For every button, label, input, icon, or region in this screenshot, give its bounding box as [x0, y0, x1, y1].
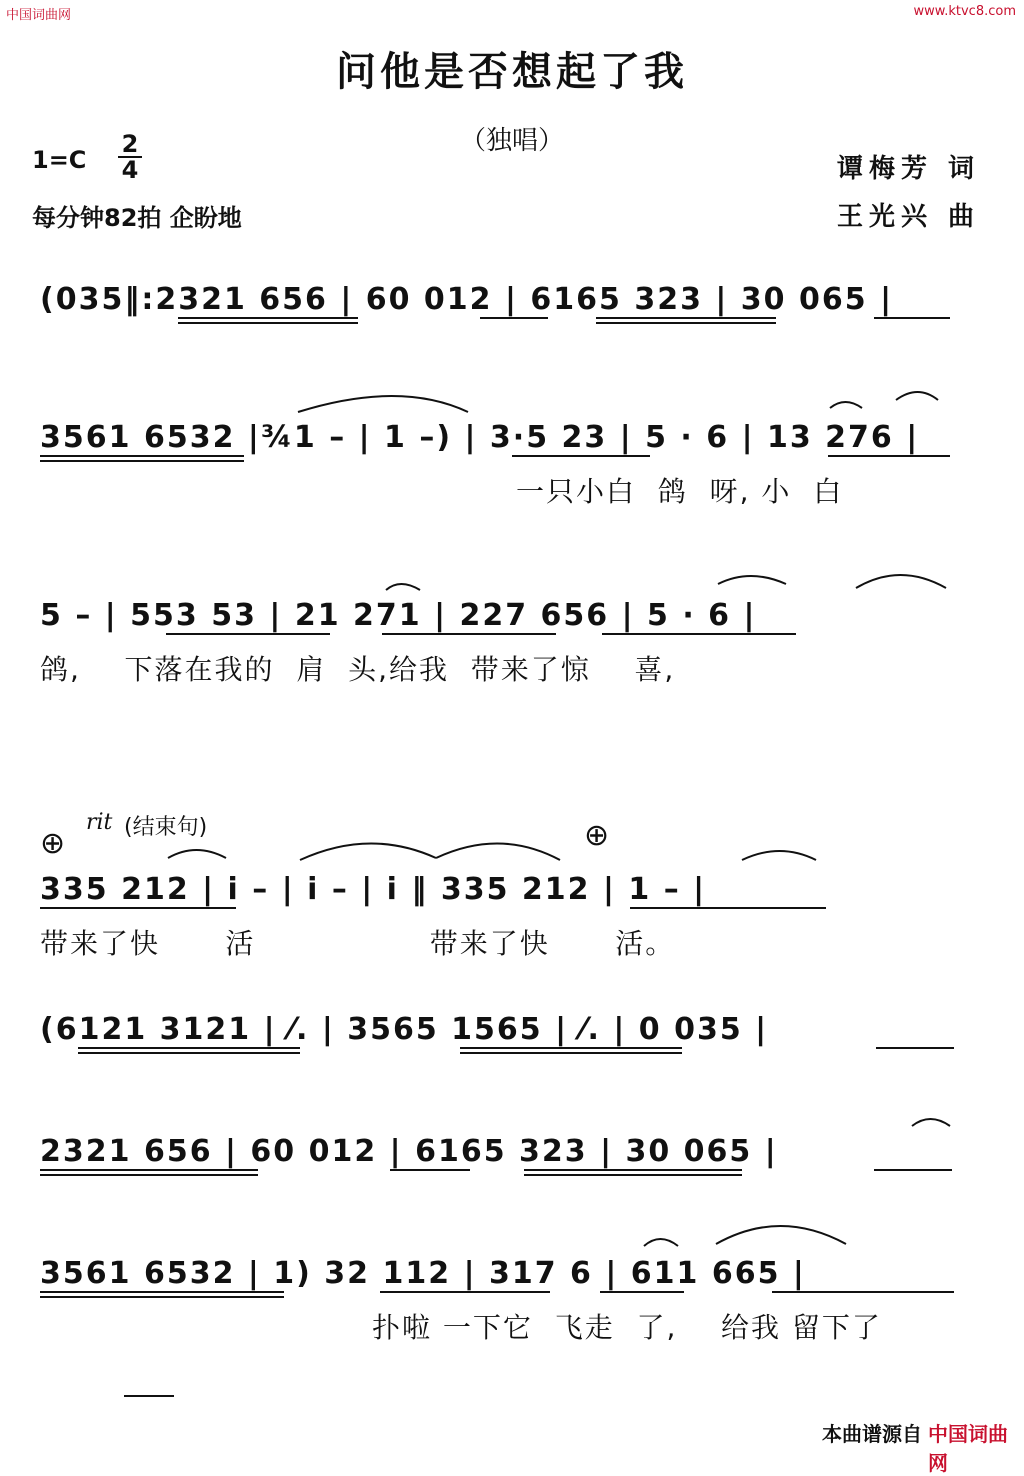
notation-row-3: 5 – | 553 53 | 21 271 | 227 656 | 5 · 6 | — [40, 598, 757, 633]
composer-credit: 王光兴 曲 — [836, 202, 980, 232]
performance-type: （独唱） — [459, 126, 564, 156]
notation-row-4: 335 212 | i – | i – | i ‖ 335 212 | 1 – | — [40, 872, 707, 907]
ending-phrase-label: (结束句) — [124, 815, 208, 840]
time-signature-bottom: 4 — [118, 156, 142, 182]
key-signature: 1=C — [32, 146, 87, 174]
watermark-left: 中国词曲网 — [6, 8, 72, 23]
lyricist-credit: 谭梅芳 词 — [836, 154, 980, 184]
time-signature-top: 2 — [121, 130, 139, 158]
ritardando-marking: rit — [86, 810, 113, 835]
notation-row-1: (035‖:2321 656 | 60 012 | 6165 323 | 30 065 | — [40, 282, 894, 317]
footer-source-label: 本曲谱源自 — [822, 1422, 922, 1446]
notation-row-7: 3561 6532 | 1) 32 112 | 317 6 | 611 665 | — [40, 1256, 806, 1291]
lyrics-row-4: 带来了快 活 带来了快 活。 — [40, 927, 676, 960]
footer-site-link[interactable]: 中国词曲网 — [928, 1422, 1008, 1475]
notation-row-5: (6121 3121 | ⁄. | 3565 1565 | ⁄. | 0 035 | — [40, 1012, 769, 1047]
lyrics-row-3: 鸽, 下落在我的 肩 头,给我 带来了惊 喜, — [40, 653, 676, 686]
tempo-marking: 每分钟82拍 企盼地 — [32, 204, 242, 232]
coda-sign-icon: ⊕ — [40, 826, 66, 861]
lyrics-row-2: 一只小白 鸽 呀, 小 白 — [516, 475, 844, 508]
lyrics-row-7: 扑啦 一下它 飞走 了, 给我 留下了 — [372, 1311, 882, 1344]
song-title: 问他是否想起了我 — [336, 49, 688, 95]
watermark-right: www.ktvc8.com — [913, 4, 1016, 19]
coda-sign-icon: ⊕ — [584, 818, 610, 853]
notation-row-6: 2321 656 | 60 012 | 6165 323 | 30 065 | — [40, 1134, 778, 1169]
notation-row-2: 3561 6532 |¾1 – | 1 –) | 3·5 23 | 5 · 6 | 13 276 | — [40, 420, 920, 455]
